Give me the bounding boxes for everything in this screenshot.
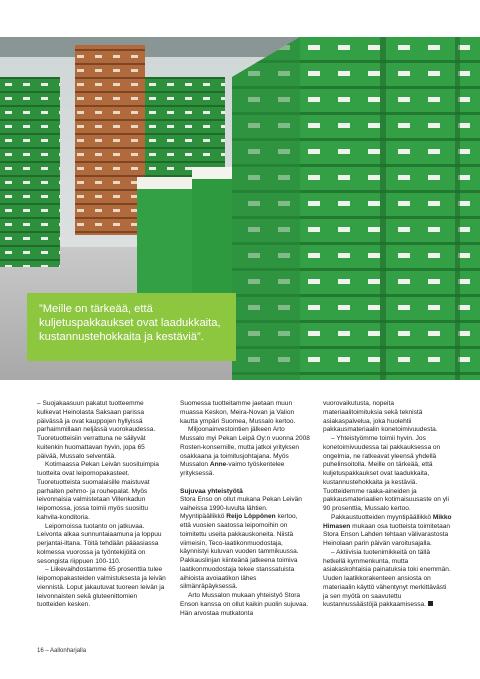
paragraph-text: Stora Enso on ollut mukana Pekan Leivän vaiheissa 1990-luvulta lähtien. Myyntipäällikkö xyxy=(180,495,302,521)
paragraph xyxy=(323,514,453,549)
paragraph: Arto Mussalon mukaan yhteistyö Stora Enson kanssa on ollut kaikin puolin sujuvaa. Hän arvostaa mutkatonta xyxy=(180,592,309,617)
paragraph: – Yhteistyömme toimii hyvin. Jos konetoimivuudessa tai pakkauksessa on ongelmia, ne ratkeavat yleensä yhdellä puhelinsoitolla. Meille on tärkeää, että kuljetuspakkaukset ovat laadukkaita, kustannustehokkaita ja kestäviä. Tuotteidemme raaka-aineiden ja pakkausmateriaalien kotimaisuusaste on yli 90 prosenttia, Mussalo kertoo. xyxy=(323,435,449,512)
paragraph-text: -vaimo työskentelee yrityksessä. xyxy=(180,461,285,477)
pull-quote xyxy=(27,293,236,361)
section-heading: Sujuvaa yhteistyötä xyxy=(180,487,243,495)
column-1 xyxy=(37,400,167,640)
article-body xyxy=(37,400,453,640)
paragraph xyxy=(180,496,310,592)
paragraph: Suomessa tuotteitamme jaetaan muun muassa Keskon, Meira-Novan ja Valion kautta ympäri Suomea, Mussalo kertoo. xyxy=(180,400,296,425)
column-2 xyxy=(180,400,310,640)
end-mark-icon xyxy=(428,601,433,606)
paragraph: vuorovaikutusta, nopeita materiaalitoimituksia sekä teknistä asiakaspalvelua, joka huolehtii pakkausmateriaalin koneto​imivuudesta. xyxy=(323,400,438,434)
paragraph: – Liikevaihdostamme 65 prosenttia tulee leipomopakasteiden valmistuksesta ja leivän viennistä. Loput jakautuvat tuoreen leivän ja leivonnaisten sekä gluteenittomien tuotteiden kesken. xyxy=(37,566,166,609)
paragraph: Kotimaassa Pekan Leivän suosituimpia tuotteita ovat leipomopakasteet. Tuoretuotteista suomalaisille maistuvat parhaiten pehmo- ja rouhepalat. Myös leivonnaisia valmistetaan Villenkadun leipomossa, jossa toimii myös suosittu kahvila-konditoria. xyxy=(37,461,159,521)
page-footer: 16 – Aallonharjalla xyxy=(37,648,87,654)
paragraph: Leipomoissa tuotanto on jatkuvaa. Leivonta alkaa sunnuntaiaamuna ja loppuu perjantai-iltana. Töitä tehdään pääasiassa kolmessa vuorossa ja työntekijöitä on sesongista riippuen 100-110. xyxy=(37,522,162,565)
paragraph-text: Miljoonainvestointien jälkeen Arto Mussalo myi Pekan Leipä Oy:n vuonna 2008 Rosten-konsernille, mutta jatkoi yrityksen osakkaana ja toimitusjohtajana. Myös Mussalon xyxy=(180,426,310,469)
person-name: Anne xyxy=(209,461,227,469)
column-3 xyxy=(323,400,453,640)
paragraph-text: kertoo, että vuosien saatossa leipomoihin on toimitettu useita pakkauskoneita. Niistä viimeisin, Teco-laatikonmuodostaja, käynnistyi kuluvan vuoden tammikuussa. Pakkauslinjan kiinteänä jatkeena toimiva laatikonmuodostaja tekee stanssatuista aihioista avoiaatikon lähes silmänräpäyksessä. xyxy=(180,513,299,591)
paragraph-text: Pakkaustuotteiden myyntipäällikkö xyxy=(331,513,433,521)
paragraph: – Suojakaasuun pakatut tuotteemme kulkevat Heinolasta Saksaan parissa päivässä ja ovat kauppojen hyllyissä parhaimmillaan neljässä vuorokaudessa. Tuoretuotteisiin verrattuna ne säilyvät kuitenkin huomattavan hyvin, jopa 65 päivää, Mussalo selventää. xyxy=(37,400,156,460)
paragraph xyxy=(180,426,310,479)
paragraph-text: – Aktiivisia tuotenimikkeitä on tällä hetkellä kymmenkunta, mutta asiakaskohtaisia painatuksia toki enemmän. Uuden laatikkorakenteen ansiosta on materiaalin käyttö vähentynyt merkittävästi ja sen myötä on saavutettu kustannussäästöjä pakkaamisessa. xyxy=(323,548,451,609)
paragraph xyxy=(323,549,453,610)
person-name: Reijo Löppönen xyxy=(226,513,276,521)
pull-quote-text: ”Meille on tärkeää, että kuljetuspakkaukset ovat laadukkaita, kustannustehokkaita ja kestäviä”. xyxy=(39,303,221,343)
person-name: Mikko Himasen xyxy=(323,513,452,530)
paragraph-text: mukaan osa tuotteista toimitetaan Stora Enson Lahden tehtaan välivarastosta Heinolaan parin päivän varoitusajalla. xyxy=(323,522,451,547)
